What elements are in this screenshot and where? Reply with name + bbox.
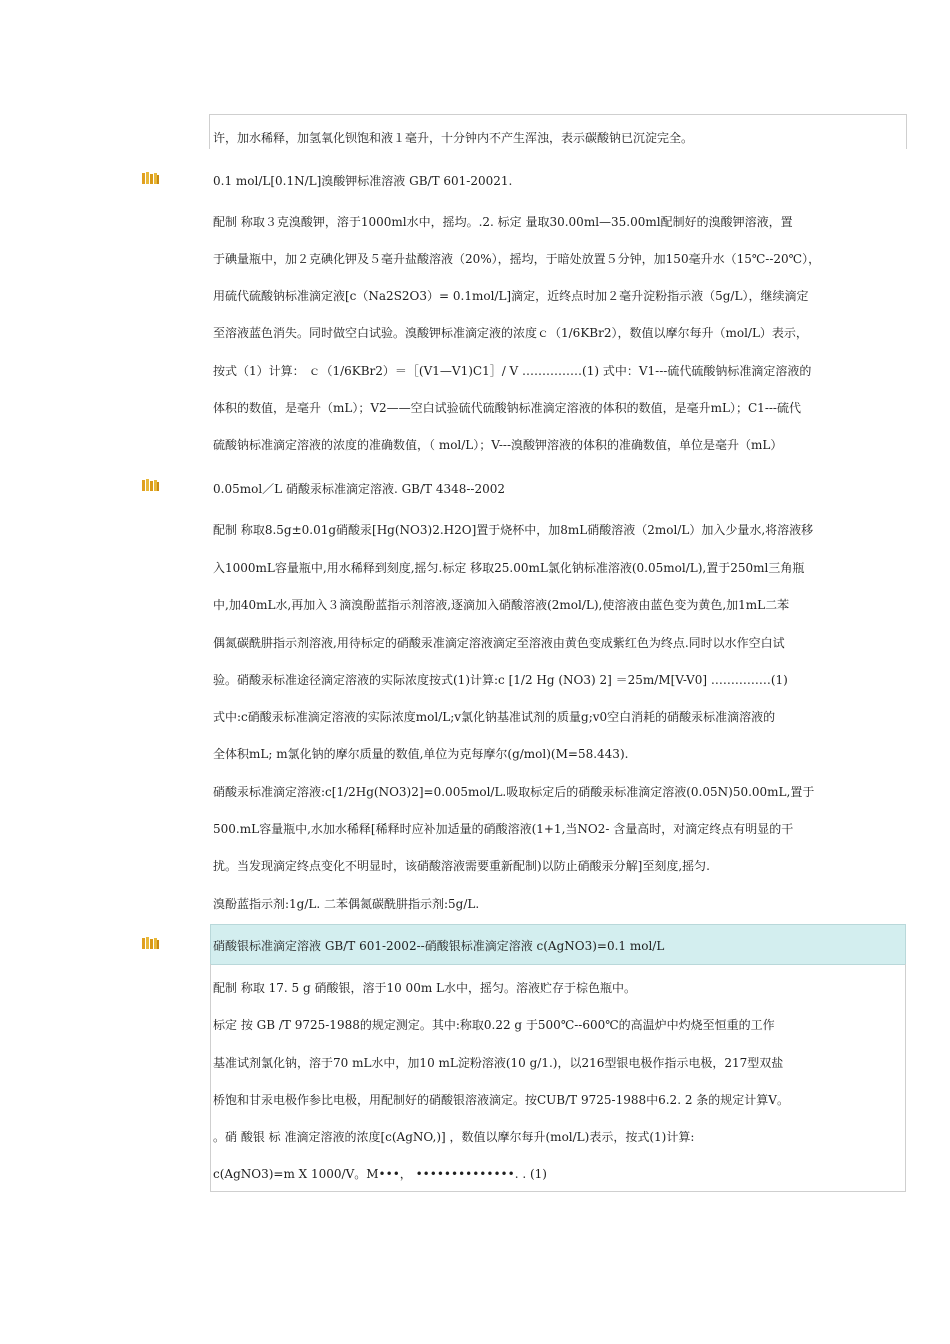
paragraph-line: 式中:c硝酸汞标准滴定溶液的实际浓度mol/L;v氯化钠基准试剂的质量g;v0空白消耗的硝酸汞标准滴溶液的	[213, 710, 776, 724]
paragraph-line: 。硝 酸银 标 准滴定溶液的浓度[c(AgNO,)] ，数值以摩尔每升(mol/L)表示，按式(1)计算:	[213, 1130, 695, 1144]
section-heading: 硝酸银标准滴定溶液 GB/T 601-2002--硝酸银标准滴定溶液 c(AgNO3)=0.1 mol/L	[213, 939, 665, 953]
bookmark-list-icon	[142, 171, 160, 185]
paragraph-line: 于碘量瓶中，加２克碘化钾及５毫升盐酸溶液（20%），摇均，于暗处放置５分钟，加150毫升水（15℃--20℃），	[213, 252, 821, 266]
section-heading: 0.05mol／L 硝酸汞标准滴定溶液. GB/T 4348--2002	[213, 482, 506, 496]
paragraph-line: 硝酸汞标准滴定溶液:c[1/2Hg(NO3)2]=0.005mol/L.吸取标定后的硝酸汞标准滴定溶液(0.05N)50.00mL,置于	[213, 785, 815, 799]
paragraph-line: 体积的数值，是毫升（mL）；V2——空白试验硫代硫酸钠标准滴定溶液的体积的数值，是毫升mL）；C1---硫代	[213, 401, 801, 415]
paragraph-line: 全体积mL; m氯化钠的摩尔质量的数值,单位为克每摩尔(g/mol)(M=58.443).	[213, 747, 629, 761]
paragraph-line: 偶氮碳酰肼指示剂溶液,用待标定的硝酸汞准滴定溶液滴定至溶液由黄色变成紫红色为终点.同时以水作空白试	[213, 636, 785, 650]
paragraph-line: 标定 按 GB /T 9725-1988的规定测定。其中:称取0.22 g 于500℃--600℃的高温炉中灼烧至恒重的工作	[213, 1018, 775, 1032]
bottom-content-box	[210, 964, 906, 1192]
paragraph-line: 扰。当发现滴定终点变化不明显时，该硝酸溶液需要重新配制)以防止硝酸汞分解]至刻度,摇匀.	[213, 859, 710, 873]
section-heading: 0.1 mol/L[0.1N/L]溴酸钾标准溶液 GB/T 601-20021.	[213, 174, 513, 188]
paragraph-line: 桥饱和甘汞电极作参比电极，用配制好的硝酸银溶液滴定。按CUB/T 9725-1988中6.2. 2 条的规定计算V。	[213, 1093, 789, 1107]
paragraph-line: 基准试剂氯化钠，溶于70 mL水中，加10 mL淀粉溶液(10 g/1.)，以216型银电极作指示电极，217型双盐	[213, 1056, 784, 1070]
bookmark-list-icon	[142, 936, 160, 950]
paragraph-line: 用硫代硫酸钠标准滴定液[c（Na2S2O3）= 0.1mol/L]滴定，近终点时加２毫升淀粉指示液（5g/L），继续滴定	[213, 289, 809, 303]
paragraph-line: 配制 称取３克溴酸钾，溶于1000ml水中，摇均。.2. 标定 量取30.00ml—35.00ml配制好的溴酸钾溶液，置	[213, 215, 793, 229]
paragraph-line: 按式（1）计算： ｃ（1/6KBr2）＝［(V1—V1)C1］/ V ……………(1) 式中：V1---硫代硫酸钠标准滴定溶液的	[213, 364, 812, 378]
paragraph-line: 中,加40mL水,再加入３滴溴酚蓝指示剂溶液,逐滴加入硝酸溶液(2mol/L),使溶液由蓝色变为黄色,加1mL二苯	[213, 598, 790, 612]
text-line: 许，加水稀释，加氢氧化钡饱和液１毫升，十分钟内不产生浑浊，表示碳酸钠已沉淀完全。	[213, 131, 694, 145]
paragraph-line: 入1000mL容量瓶中,用水稀释到刻度,摇匀.标定 移取25.00mL氯化钠标准溶液(0.05mol/L),置于250ml三角瓶	[213, 561, 805, 575]
paragraph-line: c(AgNO3)=m X 1000/V。M•••， ••••••••••••••. . (1)	[213, 1167, 547, 1181]
paragraph-line: 溴酚蓝指示剂:1g/L. 二苯偶氮碳酰肼指示剂:5g/L.	[213, 897, 480, 911]
paragraph-line: 配制 称取 17. 5 g 硝酸银，溶于10 00m L水中，摇匀。溶液贮存于棕色瓶中。	[213, 981, 636, 995]
paragraph-line: 至溶液蓝色消失。同时做空白试验。溴酸钾标准滴定液的浓度ｃ（1/6KBr2），数值以摩尔每升（mol/L）表示，	[213, 326, 808, 340]
paragraph-line: 500.mL容量瓶中,水加水稀释[稀释时应补加适量的硝酸溶液(1+1,当NO2- 含量高时，对滴定终点有明显的干	[213, 822, 794, 836]
paragraph-line: 验。硝酸汞标准途径滴定溶液的实际浓度按式(1)计算:c [1/2 Hg (NO3) 2] ＝25m/M[V-V0] ……………(1)	[213, 673, 788, 687]
paragraph-line: 配制 称取8.5g±0.01g硝酸汞[Hg(NO3)2.H2O]置于烧杯中，加8mL硝酸溶液（2mol/L）加入少量水,将溶液移	[213, 523, 814, 537]
bookmark-list-icon	[142, 478, 160, 492]
paragraph-line: 硫酸钠标准滴定溶液的浓度的准确数值，（ mol/L）；V---溴酸钾溶液的体积的准确数值，单位是毫升（mL）	[213, 438, 783, 452]
